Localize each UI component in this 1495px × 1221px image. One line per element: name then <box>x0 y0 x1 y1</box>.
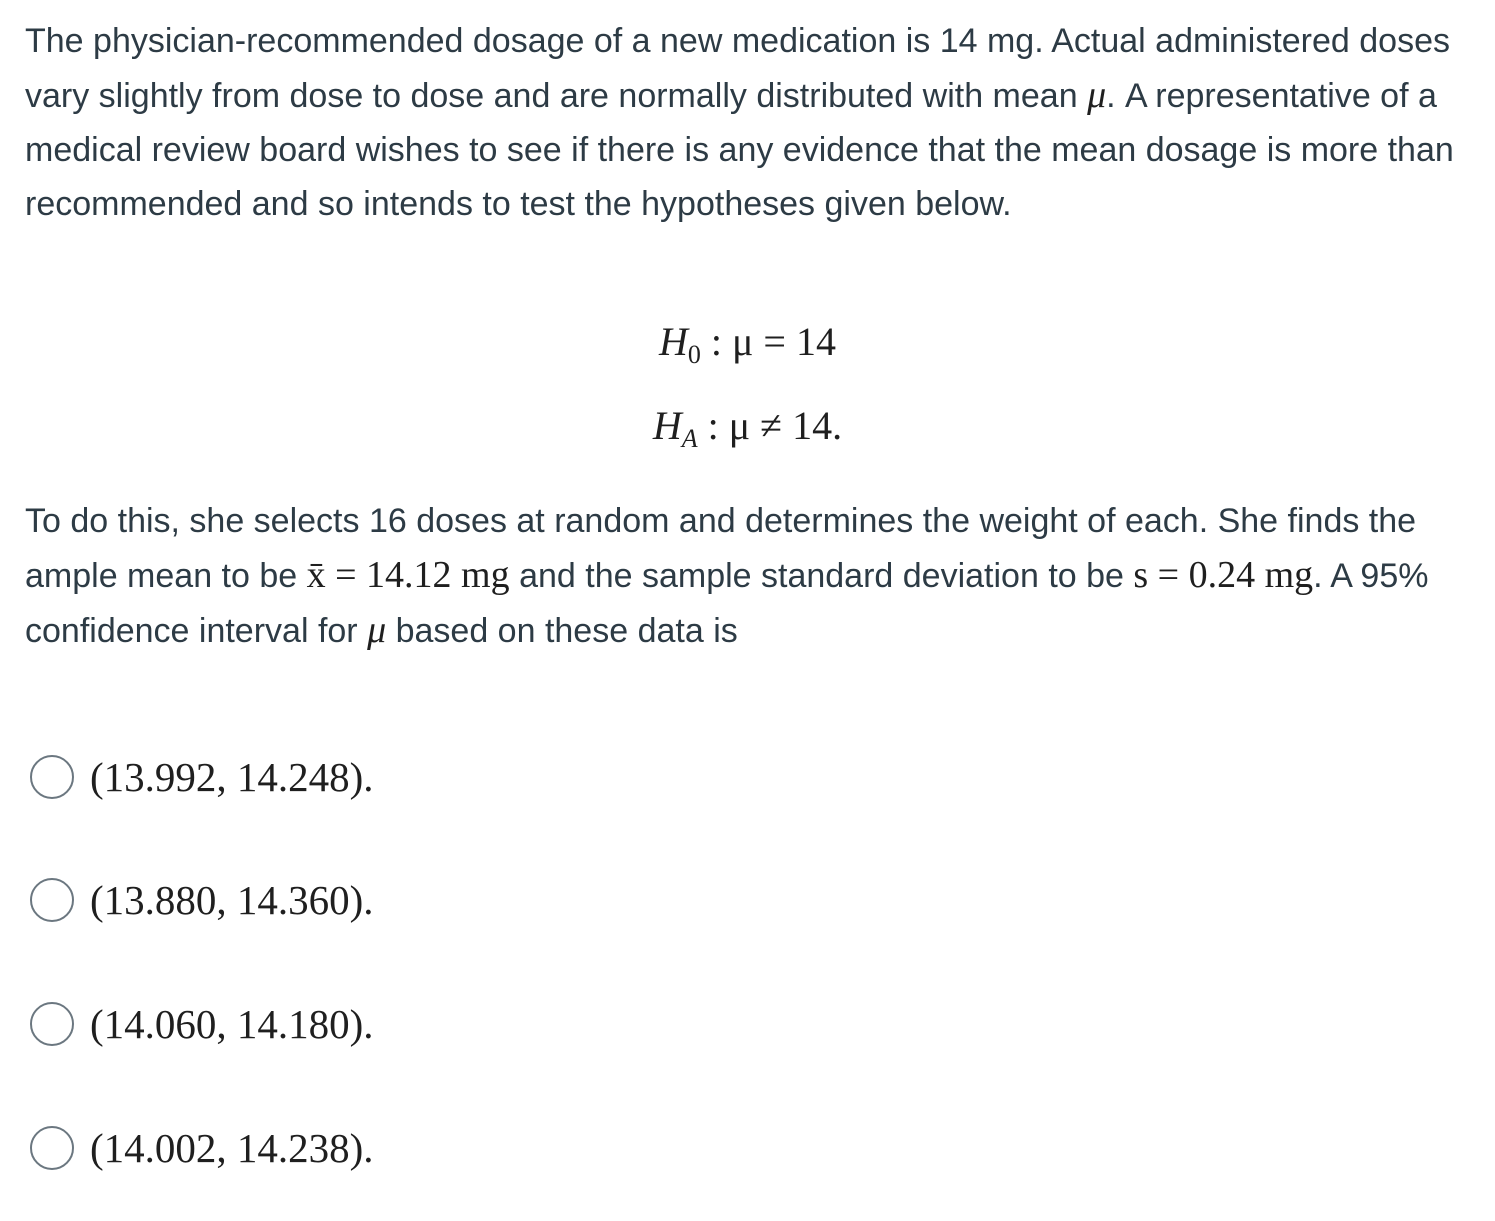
sample-text-2: and the sample standard deviation to be <box>509 557 1134 595</box>
intro-paragraph <box>25 14 1475 231</box>
question-intro <box>25 14 1475 231</box>
intro-text-2: . A representative of a medical review board wishes to see if there is any evidence that the mean dosage is more than recommended and so intends to test the hypotheses given below. <box>25 77 1454 223</box>
mu-symbol-2: μ <box>367 609 387 651</box>
option-label[interactable]: (13.992, 14.248). <box>90 754 374 800</box>
s-expression: s = 0.24 mg <box>1133 554 1314 596</box>
option-label[interactable]: (14.002, 14.238). <box>90 1125 374 1171</box>
option-label[interactable]: (14.060, 14.180). <box>90 1001 374 1047</box>
alternative-hypothesis: $H_A$ : μ ≠ 14. <box>652 403 843 453</box>
mu-symbol: μ <box>1087 74 1107 116</box>
xbar-expression: x̄ = 14.12 mg <box>306 554 510 596</box>
sample-text-1: To do this, she selects 16 doses at random and determines the weight of each. She finds the ample mean to be <box>25 502 1417 595</box>
radio-button[interactable] <box>30 1126 74 1170</box>
radio-button[interactable] <box>30 878 74 922</box>
answer-option-2[interactable] <box>30 870 374 930</box>
radio-button[interactable] <box>30 755 74 799</box>
answer-option-4[interactable] <box>30 1118 374 1178</box>
option-label[interactable]: (13.880, 14.360). <box>90 877 374 923</box>
intro-text-1: The physician-recommended dosage of a new medication is 14 mg. Actual administered doses vary slightly from dose to dose and are normally distributed with mean <box>25 22 1450 115</box>
radio-button[interactable] <box>30 1002 74 1046</box>
sample-paragraph <box>25 494 1475 658</box>
sample-text-4: based on these data is <box>386 612 738 650</box>
sample-text-3: . A 95% confidence interval for <box>25 557 1429 650</box>
null-hypothesis: $H_0$ : μ = 14 <box>658 319 836 369</box>
answer-option-3[interactable] <box>30 994 374 1054</box>
answer-option-1[interactable] <box>30 747 374 807</box>
